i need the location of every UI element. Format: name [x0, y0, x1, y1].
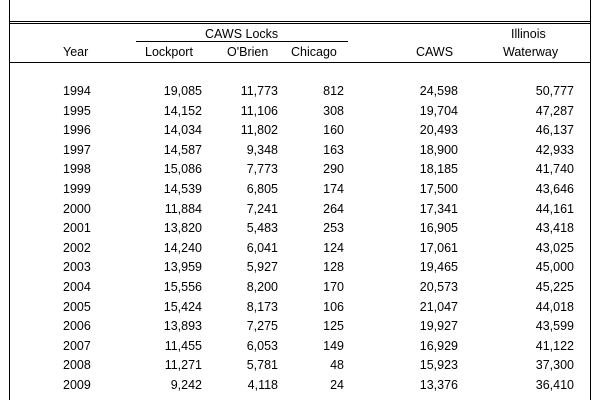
- cell-caws: 16,929: [419, 338, 458, 353]
- cell-year: 2005: [63, 299, 91, 314]
- cell-illinois-waterway: 50,777: [535, 84, 574, 98]
- cell-obrien: 5,483: [246, 221, 278, 236]
- cell-lockport: 14,240: [163, 240, 202, 255]
- cell-chicago: 124: [323, 240, 344, 255]
- cell-illinois-waterway: 43,646: [535, 181, 574, 196]
- header-rule: [10, 62, 590, 63]
- cell-chicago: 812: [323, 84, 344, 98]
- table-row: [10, 84, 590, 104]
- cell-obrien: 6,053: [246, 338, 278, 353]
- table-row: [10, 241, 590, 261]
- cell-chicago: 125: [323, 319, 344, 334]
- table-row: [10, 123, 590, 143]
- cell-chicago: 290: [323, 162, 344, 177]
- cell-obrien: 11,106: [240, 103, 278, 118]
- cell-year: 1995: [63, 103, 91, 118]
- cell-illinois-waterway: 46,137: [535, 123, 574, 138]
- cell-obrien: 9,348: [246, 142, 278, 157]
- cell-illinois-waterway: 45,000: [535, 260, 574, 275]
- cell-illinois-waterway: 41,122: [535, 338, 574, 353]
- cell-illinois-waterway: 36,410: [535, 377, 574, 392]
- cell-illinois-waterway: 45,225: [535, 279, 574, 294]
- cell-year: 2003: [63, 260, 91, 275]
- cell-year: 2001: [63, 221, 91, 236]
- table-row: [10, 260, 590, 280]
- cell-year: 2008: [63, 358, 91, 373]
- table-row: [10, 378, 590, 398]
- table-row: [10, 162, 590, 182]
- cell-lockport: 15,086: [163, 162, 202, 177]
- cell-obrien: 6,805: [246, 181, 278, 196]
- cell-chicago: 48: [330, 358, 344, 373]
- cell-caws: 19,465: [419, 260, 458, 275]
- table-row: [10, 182, 590, 202]
- cell-lockport: 11,455: [164, 338, 202, 353]
- cell-caws: 24,598: [419, 84, 458, 98]
- header-illinois: Illinois: [511, 27, 546, 41]
- cell-year: 1999: [63, 181, 91, 196]
- cell-chicago: 174: [323, 181, 344, 196]
- cell-caws: 20,573: [419, 279, 458, 294]
- cell-year: 2000: [63, 201, 91, 216]
- cell-year: 2002: [63, 240, 91, 255]
- table-row: [10, 104, 590, 124]
- cell-caws: 19,704: [419, 103, 458, 118]
- cell-lockport: 14,152: [163, 103, 202, 118]
- cell-illinois-waterway: 43,418: [535, 221, 574, 236]
- cell-obrien: 7,275: [246, 319, 278, 334]
- cell-obrien: 11,802: [240, 123, 278, 138]
- cell-chicago: 24: [330, 377, 344, 392]
- table-row: [10, 221, 590, 241]
- cell-year: 2004: [63, 279, 91, 294]
- cell-lockport: 14,539: [163, 181, 202, 196]
- cell-obrien: 7,241: [246, 201, 278, 216]
- table-body: [10, 84, 590, 398]
- cell-year: 1996: [63, 123, 91, 138]
- cell-year: 1998: [63, 162, 91, 177]
- table-row: [10, 280, 590, 300]
- column-header-lockport: Lockport: [145, 45, 193, 59]
- cell-year: 2009: [63, 377, 91, 392]
- cell-caws: 13,376: [419, 377, 458, 392]
- cell-caws: 21,047: [419, 299, 458, 314]
- cell-obrien: 5,927: [246, 260, 278, 275]
- cell-caws: 18,185: [419, 162, 458, 177]
- cell-obrien: 11,773: [240, 84, 278, 98]
- cell-obrien: 5,781: [246, 358, 278, 373]
- column-header-year: Year: [63, 45, 89, 59]
- cell-obrien: 8,173: [246, 299, 278, 314]
- cell-chicago: 163: [323, 142, 344, 157]
- cell-chicago: 128: [323, 260, 344, 275]
- cell-illinois-waterway: 47,287: [535, 103, 574, 118]
- cell-lockport: 13,820: [163, 221, 202, 236]
- cell-chicago: 106: [323, 299, 344, 314]
- cell-year: 2006: [63, 319, 91, 334]
- cell-lockport: 13,893: [163, 319, 202, 334]
- cell-chicago: 170: [323, 279, 344, 294]
- cell-caws: 19,927: [419, 319, 458, 334]
- table-row: [10, 143, 590, 163]
- cell-obrien: 7,773: [246, 162, 278, 177]
- table-row: [10, 358, 590, 378]
- cell-illinois-waterway: 44,018: [535, 299, 574, 314]
- table-row: [10, 319, 590, 339]
- cell-chicago: 149: [323, 338, 344, 353]
- cell-obrien: 8,200: [246, 279, 278, 294]
- cell-obrien: 6,041: [246, 240, 278, 255]
- cell-illinois-waterway: 37,300: [535, 358, 574, 373]
- table-frame: [9, 0, 591, 400]
- table-row: [10, 339, 590, 359]
- cell-year: 2007: [63, 338, 91, 353]
- cell-caws: 18,900: [419, 142, 458, 157]
- top-rule: [10, 21, 590, 22]
- cell-chicago: 253: [323, 221, 344, 236]
- cell-lockport: 14,034: [163, 123, 202, 138]
- cell-caws: 17,061: [419, 240, 458, 255]
- cell-year: 1994: [63, 84, 91, 98]
- cell-caws: 20,493: [419, 123, 458, 138]
- cell-lockport: 15,556: [163, 279, 202, 294]
- group-header-underline: [136, 41, 348, 42]
- cell-chicago: 308: [323, 103, 344, 118]
- cell-chicago: 264: [323, 201, 344, 216]
- group-header-caws-locks: CAWS Locks: [205, 27, 279, 41]
- cell-lockport: 11,884: [164, 201, 202, 216]
- table-row: [10, 300, 590, 320]
- cell-lockport: 19,085: [163, 84, 202, 98]
- cell-lockport: 9,242: [170, 377, 202, 392]
- column-header-chicago: Chicago: [291, 45, 337, 59]
- cell-chicago: 160: [323, 123, 344, 138]
- cell-caws: 17,500: [419, 181, 458, 196]
- cell-obrien: 4,118: [247, 377, 278, 392]
- cell-illinois-waterway: 41,740: [535, 162, 574, 177]
- cell-lockport: 13,959: [163, 260, 202, 275]
- column-header-caws: CAWS: [416, 45, 454, 59]
- cell-lockport: 15,424: [163, 299, 202, 314]
- column-header-obrien: O'Brien: [227, 45, 269, 59]
- column-header-waterway: Waterway: [503, 45, 559, 59]
- cell-lockport: 14,587: [163, 142, 202, 157]
- cell-illinois-waterway: 43,599: [535, 319, 574, 334]
- cell-illinois-waterway: 42,933: [535, 142, 574, 157]
- cell-illinois-waterway: 43,025: [535, 240, 574, 255]
- cell-year: 1997: [63, 142, 91, 157]
- cell-illinois-waterway: 44,161: [535, 201, 574, 216]
- top-rule-double: [10, 23, 590, 24]
- cell-lockport: 11,271: [164, 358, 202, 373]
- cell-caws: 16,905: [419, 221, 458, 236]
- cell-caws: 17,341: [419, 201, 458, 216]
- cell-caws: 15,923: [419, 358, 458, 373]
- table-row: [10, 202, 590, 222]
